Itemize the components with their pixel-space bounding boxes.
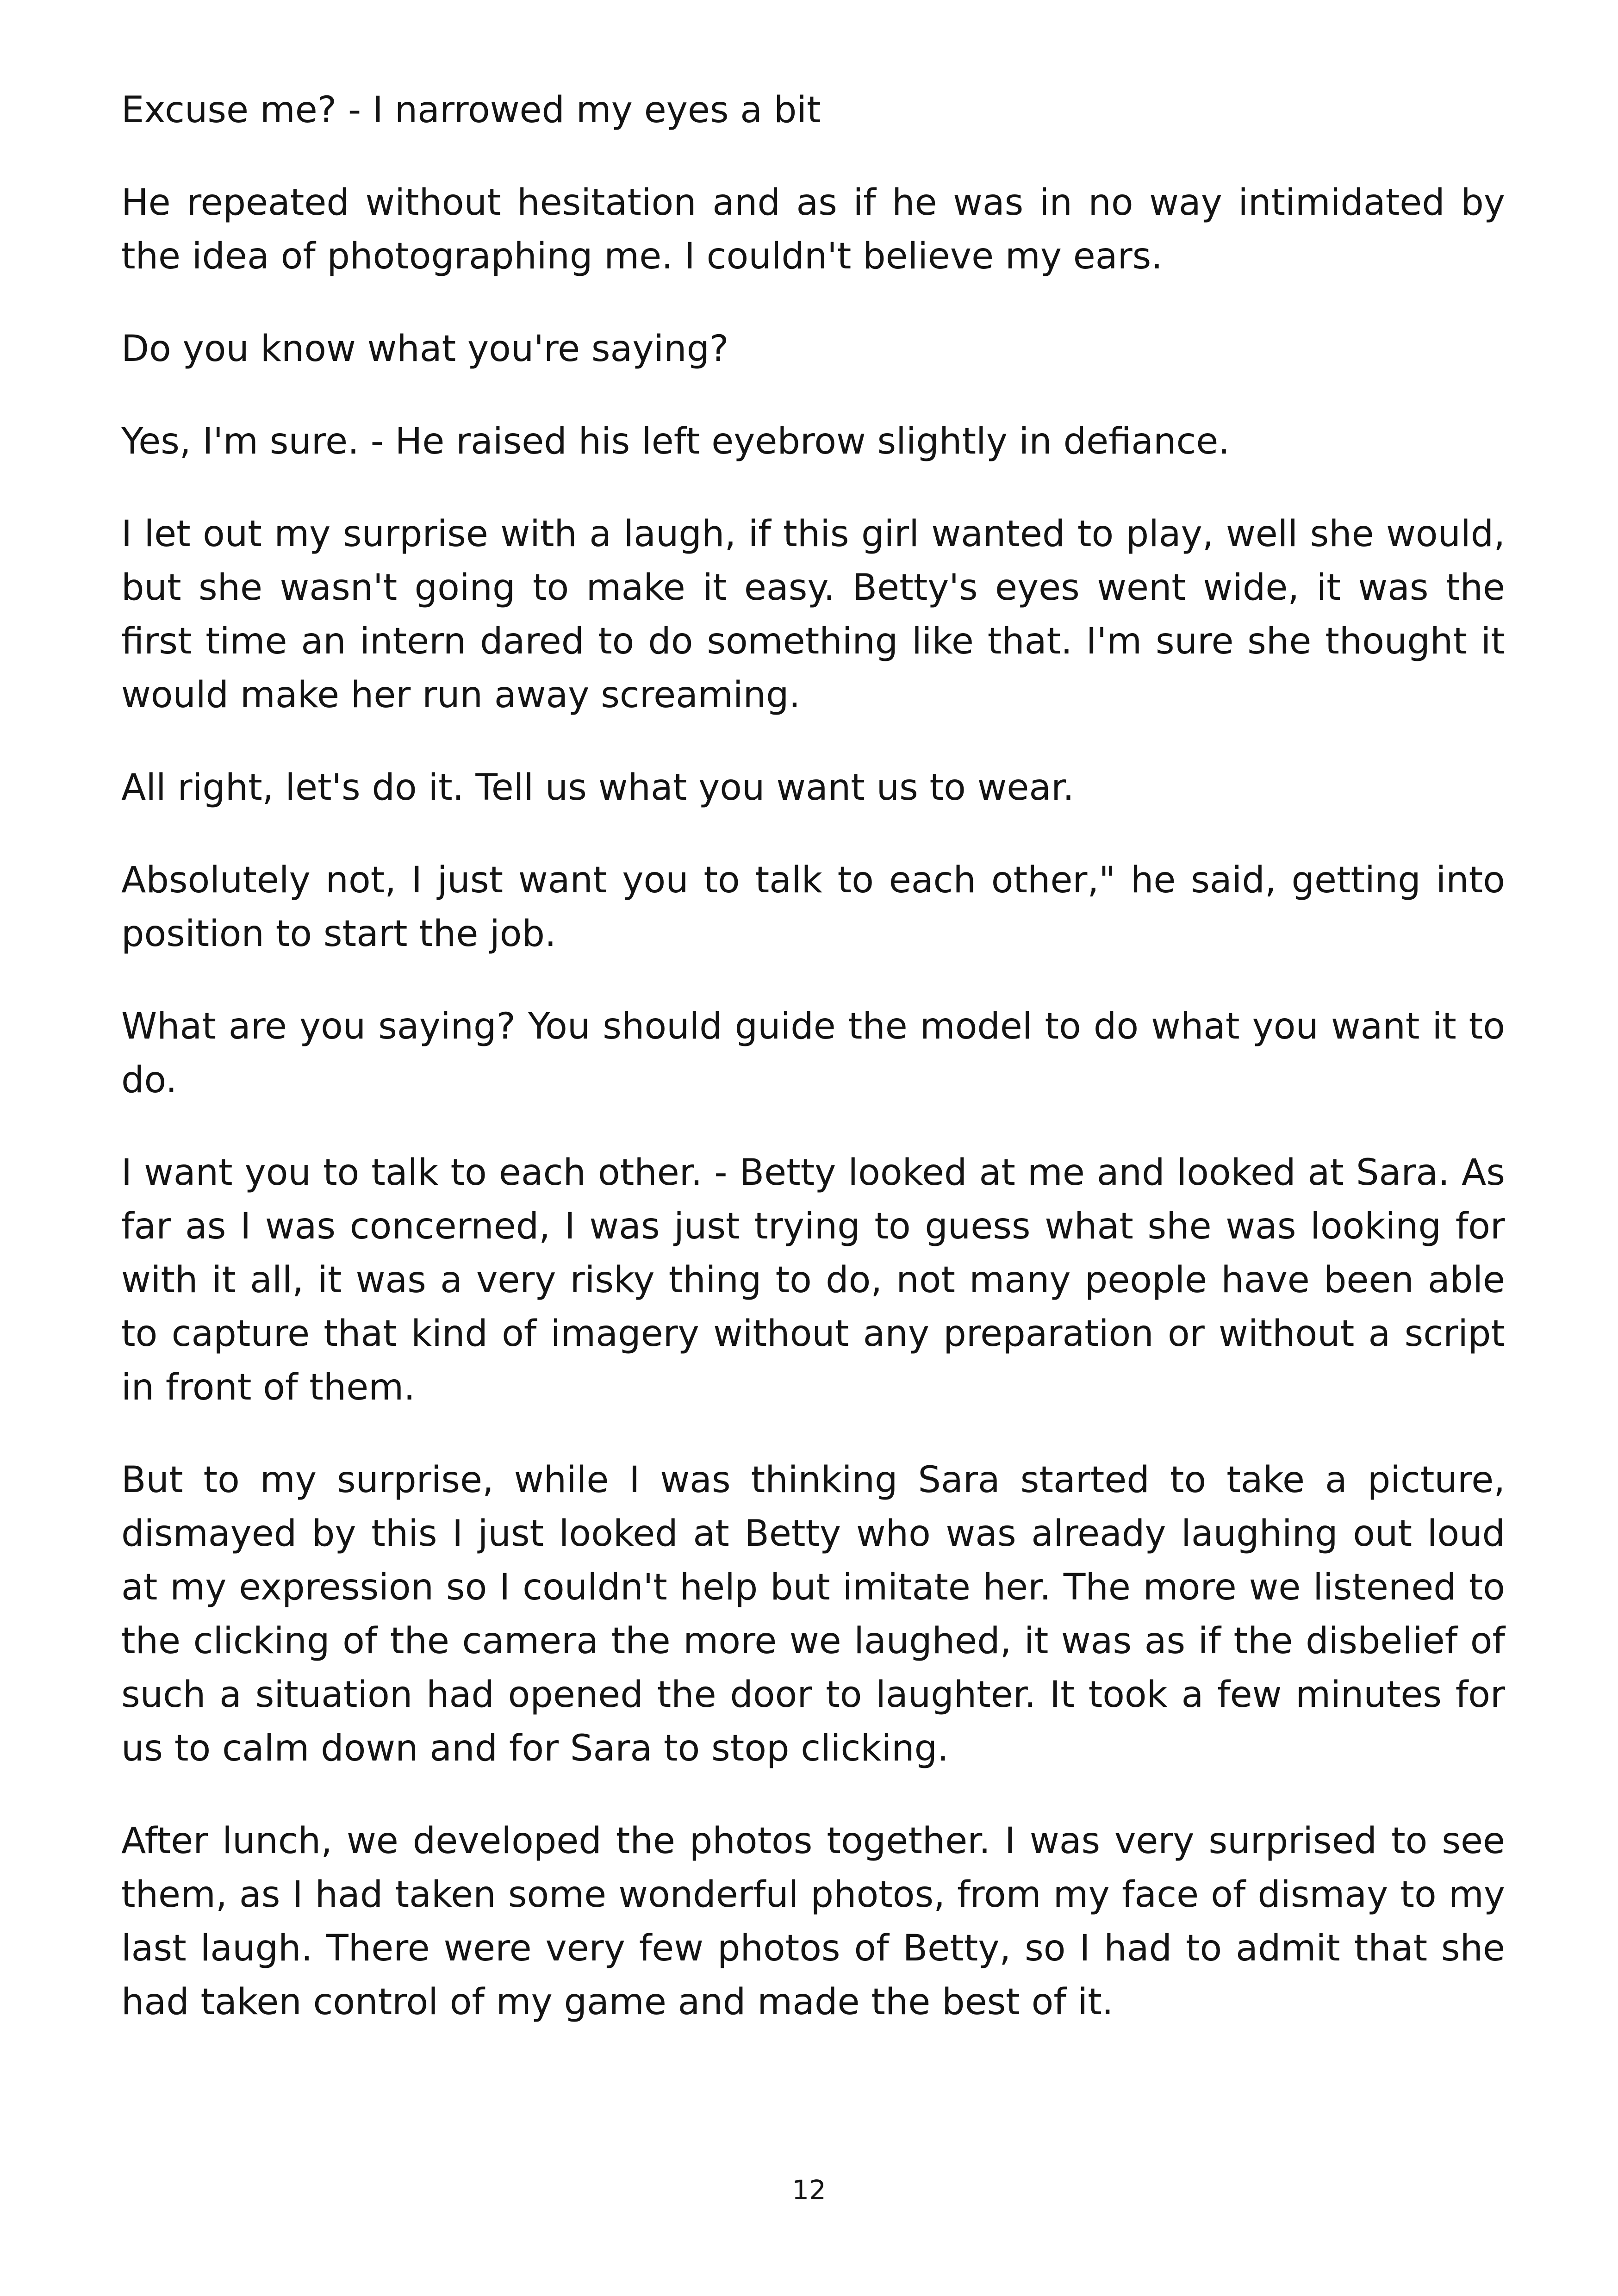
page-number: 12	[792, 2174, 826, 2206]
paragraph: I want you to talk to each other. - Betty looked at me and looked at Sara. As far as I was concerned, I was just trying to guess what she was looking for with it all, it was a very risky thing to do, not many people have been able to capture that kind of imagery without any preparation or without a script in front of them.	[121, 1152, 1505, 1408]
paragraph: All right, let's do it. Tell us what you want us to wear.	[121, 767, 1074, 809]
paragraph: What are you saying? You should guide the model to do what you want it to do.	[121, 1006, 1505, 1101]
paragraph: Do you know what you're saying?	[121, 328, 729, 370]
paragraph: Excuse me? - I narrowed my eyes a bit	[121, 89, 821, 131]
paragraph: He repeated without hesitation and as if he was in no way intimidated by the idea of photographing me. I couldn't believe my ears.	[121, 182, 1505, 277]
paragraph: But to my surprise, while I was thinking Sara started to take a picture, dismayed by this I just looked at Betty who was already laughing out loud at my expression so I couldn't help but imitate her. The more we listened to the clicking of the camera the more we laughed, it was as if the disbelief of such a situation had opened the door to laughter. It took a few minutes for us to calm down and for Sara to stop clicking.	[121, 1459, 1505, 1769]
paragraph: Absolutely not, I just want you to talk to each other," he said, getting into position to start the job.	[121, 859, 1505, 955]
body-text	[121, 83, 1505, 2068]
paragraph: Yes, I'm sure. - He raised his left eyebrow slightly in defiance.	[121, 421, 1230, 462]
paragraph: I let out my surprise with a laugh, if this girl wanted to play, well she would, but she wasn't going to make it easy. Betty's eyes went wide, it was the first time an intern dared to do something like that. I'm sure she thought it would make her run away screaming.	[121, 513, 1505, 716]
paragraph: After lunch, we developed the photos together. I was very surprised to see them, as I had taken some wonderful photos, from my face of dismay to my last laugh. There were very few photos of Betty, so I had to admit that she had taken control of my game and made the best of it.	[121, 1820, 1505, 2023]
